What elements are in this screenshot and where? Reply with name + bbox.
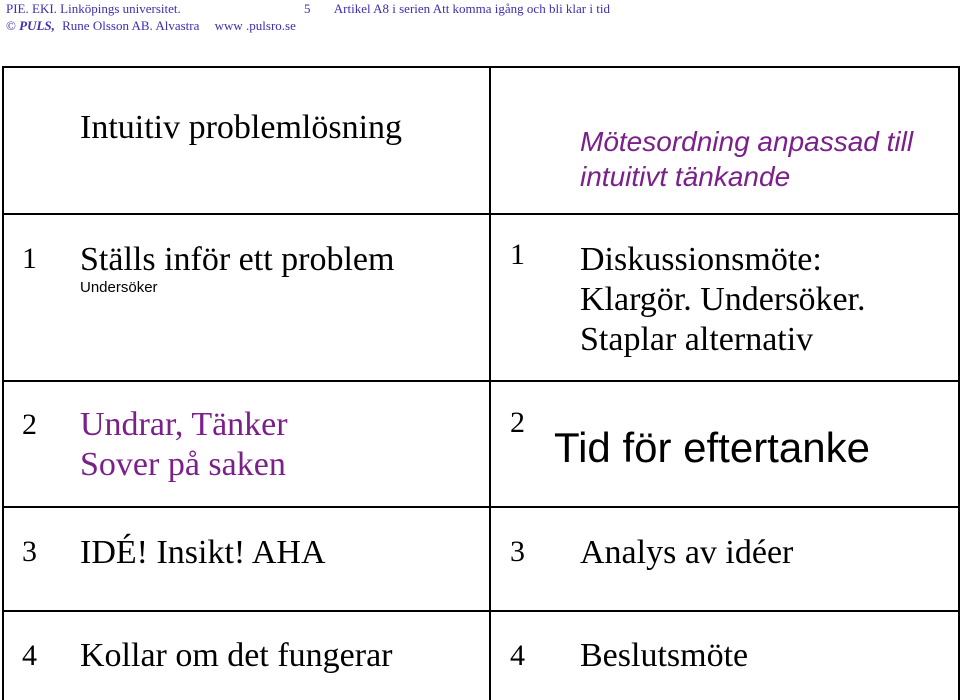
table-border-left [2,66,4,700]
row1-right-number: 1 [510,238,525,271]
table-divider-2 [2,380,960,382]
header-logo: PULS, [19,18,55,33]
row4-left-number: 4 [22,639,37,672]
row1-right-line2: Klargör. Undersöker. [580,281,866,318]
table-divider-3 [2,506,960,508]
left-column-title: Intuitiv problemlösning [80,109,403,146]
row1-left-text: Ställs inför ett problem [80,241,395,278]
page-header-line1 [6,1,610,17]
right-column-title: Mötesordning anpassad till intuitivt tänkande [580,126,914,192]
row2-left-line1: Undrar, Tänker [80,406,288,443]
header-copyright: © [6,18,16,33]
row3-left-number: 3 [22,535,37,568]
row2-right-number: 2 [510,406,525,439]
row2-right-text: Tid för eftertanke [554,424,870,471]
header-org: PIE. EKI. Linköpings universitet. [6,1,181,16]
row1-right-line3: Staplar alternativ [580,321,814,358]
row4-left-text: Kollar om det fungerar [80,637,393,674]
table-divider-1 [2,213,960,215]
row1-left-number: 1 [22,242,37,275]
header-website: www .pulsro.se [214,18,296,33]
header-article: Artikel A8 i serien Att komma igång och bli klar i tid [333,1,610,16]
table-border-top [2,66,960,68]
row4-right-number: 4 [510,639,525,672]
row2-left-number: 2 [22,408,37,441]
table-divider-vertical [489,66,491,700]
row1-right-line1: Diskussionsmöte: [580,241,822,278]
page-header-line2 [6,18,296,34]
header-company: Rune Olsson AB. Alvastra [62,18,200,33]
row2-left-line2: Sover på saken [80,446,286,483]
table-divider-4 [2,610,960,612]
row3-left-text: IDÉ! Insikt! AHA [80,534,326,571]
row4-right-text: Beslutsmöte [580,637,749,674]
row3-right-text: Analys av idéer [580,534,794,571]
header-page-number: 5 [304,1,311,16]
row1-left-subtext: Undersöker [80,279,158,296]
row3-right-number: 3 [510,535,525,568]
